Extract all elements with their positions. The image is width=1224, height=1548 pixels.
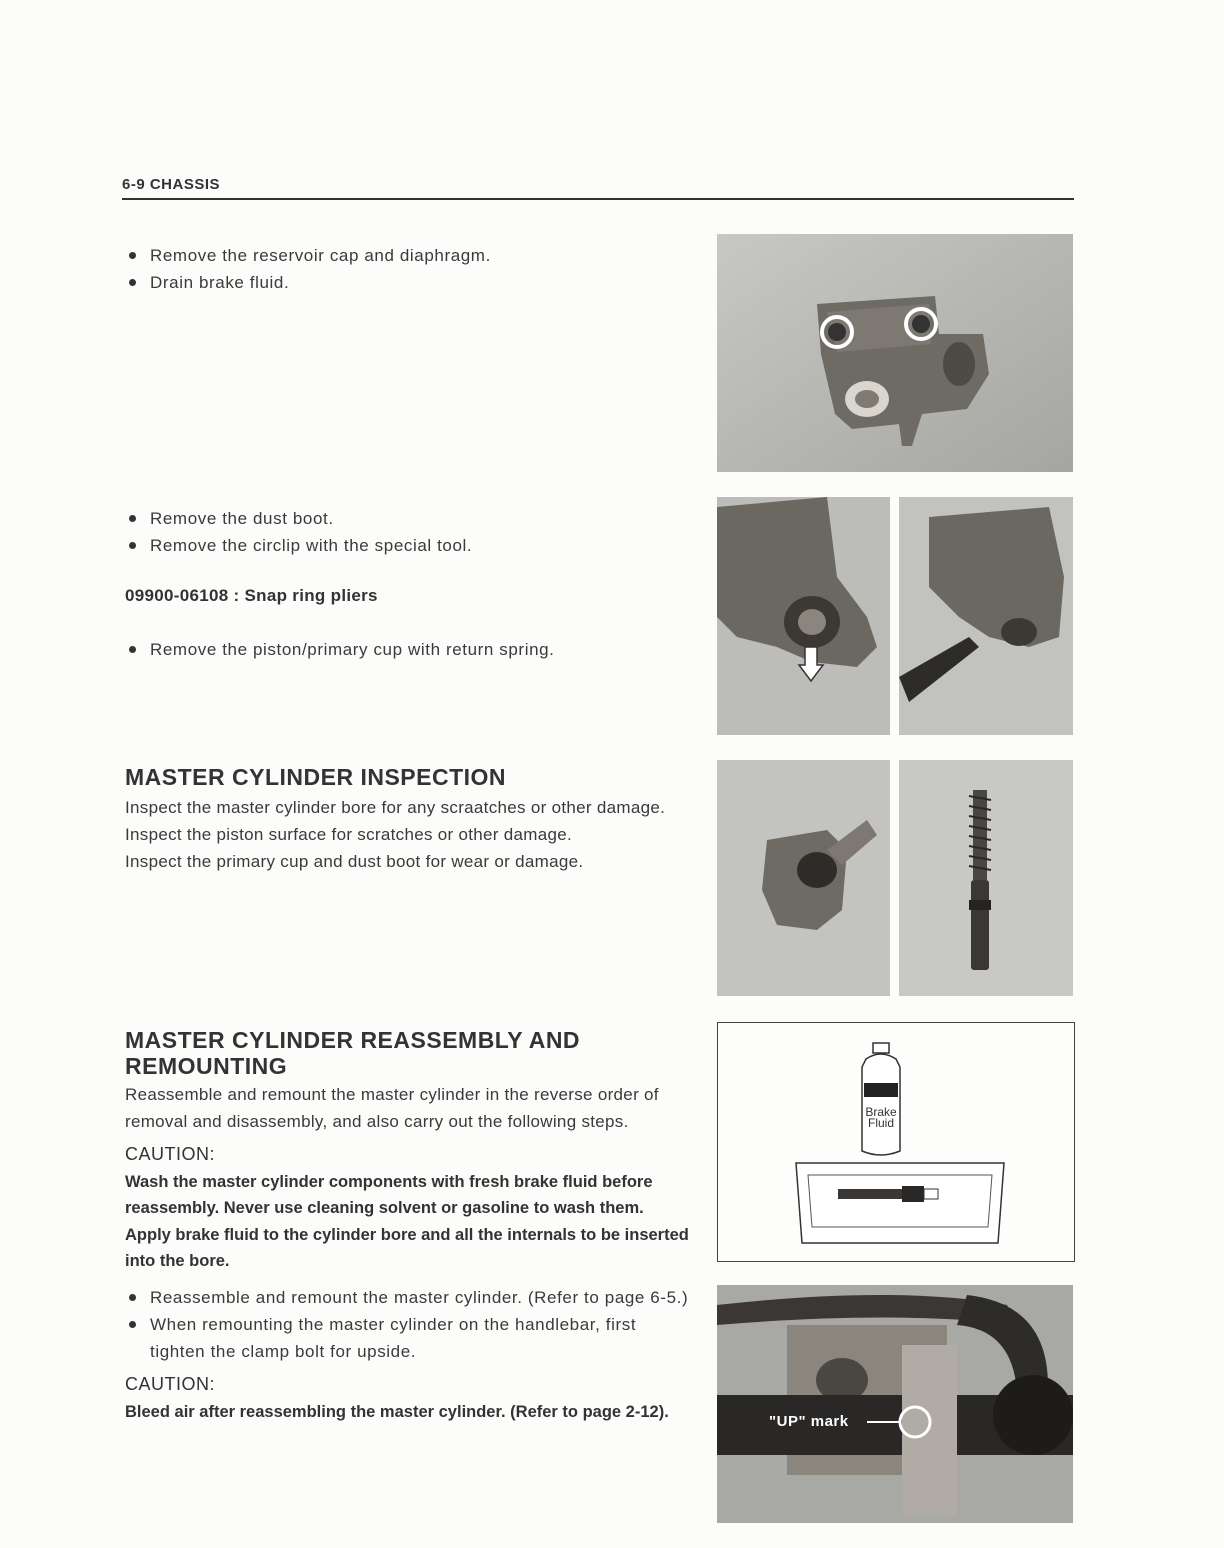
up-mark-label: "UP" mark	[769, 1413, 849, 1430]
figure-brake-fluid	[717, 1022, 1075, 1262]
bottle-label-line: Fluid	[867, 1116, 894, 1130]
list-item: Remove the dust boot.	[125, 505, 690, 532]
list-item: When remounting the master cylinder on the handlebar, first tighten the clamp bolt for upside.	[125, 1311, 690, 1365]
caution-text: Bleed air after reassembling the master cylinder. (Refer to page 2-12).	[125, 1403, 669, 1421]
photo-dust-boot	[717, 497, 890, 735]
bottle-label-line: Brake	[865, 1105, 897, 1119]
reassembly-title-line2: REMOUNTING	[125, 1053, 288, 1079]
photo-piston-spring	[899, 760, 1073, 996]
list-item: Remove the reservoir cap and diaphragm.	[125, 242, 690, 269]
photo-handlebar-up-mark	[717, 1285, 1073, 1523]
inspection-line: Inspect the master cylinder bore for any scraatches or other damage.	[125, 798, 666, 817]
removal-steps-a	[125, 242, 690, 296]
special-tool-note: 09900-06108 : Snap ring pliers	[125, 586, 378, 605]
list-item: Remove the circlip with the special tool.	[125, 532, 690, 559]
section-label: 6-9 CHASSIS	[122, 176, 221, 193]
reassembly-section	[125, 1027, 690, 1425]
caution-heading: CAUTION:	[125, 1144, 216, 1164]
caution-text: Wash the master cylinder components with fresh brake fluid before reassembly. Never use cleaning solvent or gasoline to wash them.	[125, 1173, 653, 1217]
list-item: Drain brake fluid.	[125, 269, 690, 296]
photo-cylinder-body	[717, 760, 890, 996]
caution-text: Apply brake fluid to the cylinder bore and all the internals to be inserted into the bore.	[125, 1226, 689, 1270]
page-header	[122, 176, 1074, 200]
bottle-label	[861, 1107, 901, 1129]
list-item: Reassemble and remount the master cylinder. (Refer to page 6-5.)	[125, 1284, 690, 1311]
inspection-line: Inspect the piston surface for scratches or other damage.	[125, 825, 573, 844]
reassembly-intro: Reassemble and remount the master cylinder in the reverse order of removal and disassembly, and also carry out the following steps.	[125, 1085, 659, 1131]
inspection-section	[125, 764, 690, 875]
caution-heading: CAUTION:	[125, 1374, 216, 1394]
inspection-title: MASTER CYLINDER INSPECTION	[125, 764, 507, 790]
removal-steps-c	[125, 636, 690, 663]
list-item: Remove the piston/primary cup with return spring.	[125, 636, 690, 663]
photo-snap-ring-pliers	[899, 497, 1073, 735]
photo-reservoir-cap	[717, 234, 1073, 472]
reassembly-title-line1: MASTER CYLINDER REASSEMBLY AND	[125, 1027, 581, 1053]
removal-steps-b	[125, 505, 690, 559]
inspection-line: Inspect the primary cup and dust boot for wear or damage.	[125, 852, 584, 871]
